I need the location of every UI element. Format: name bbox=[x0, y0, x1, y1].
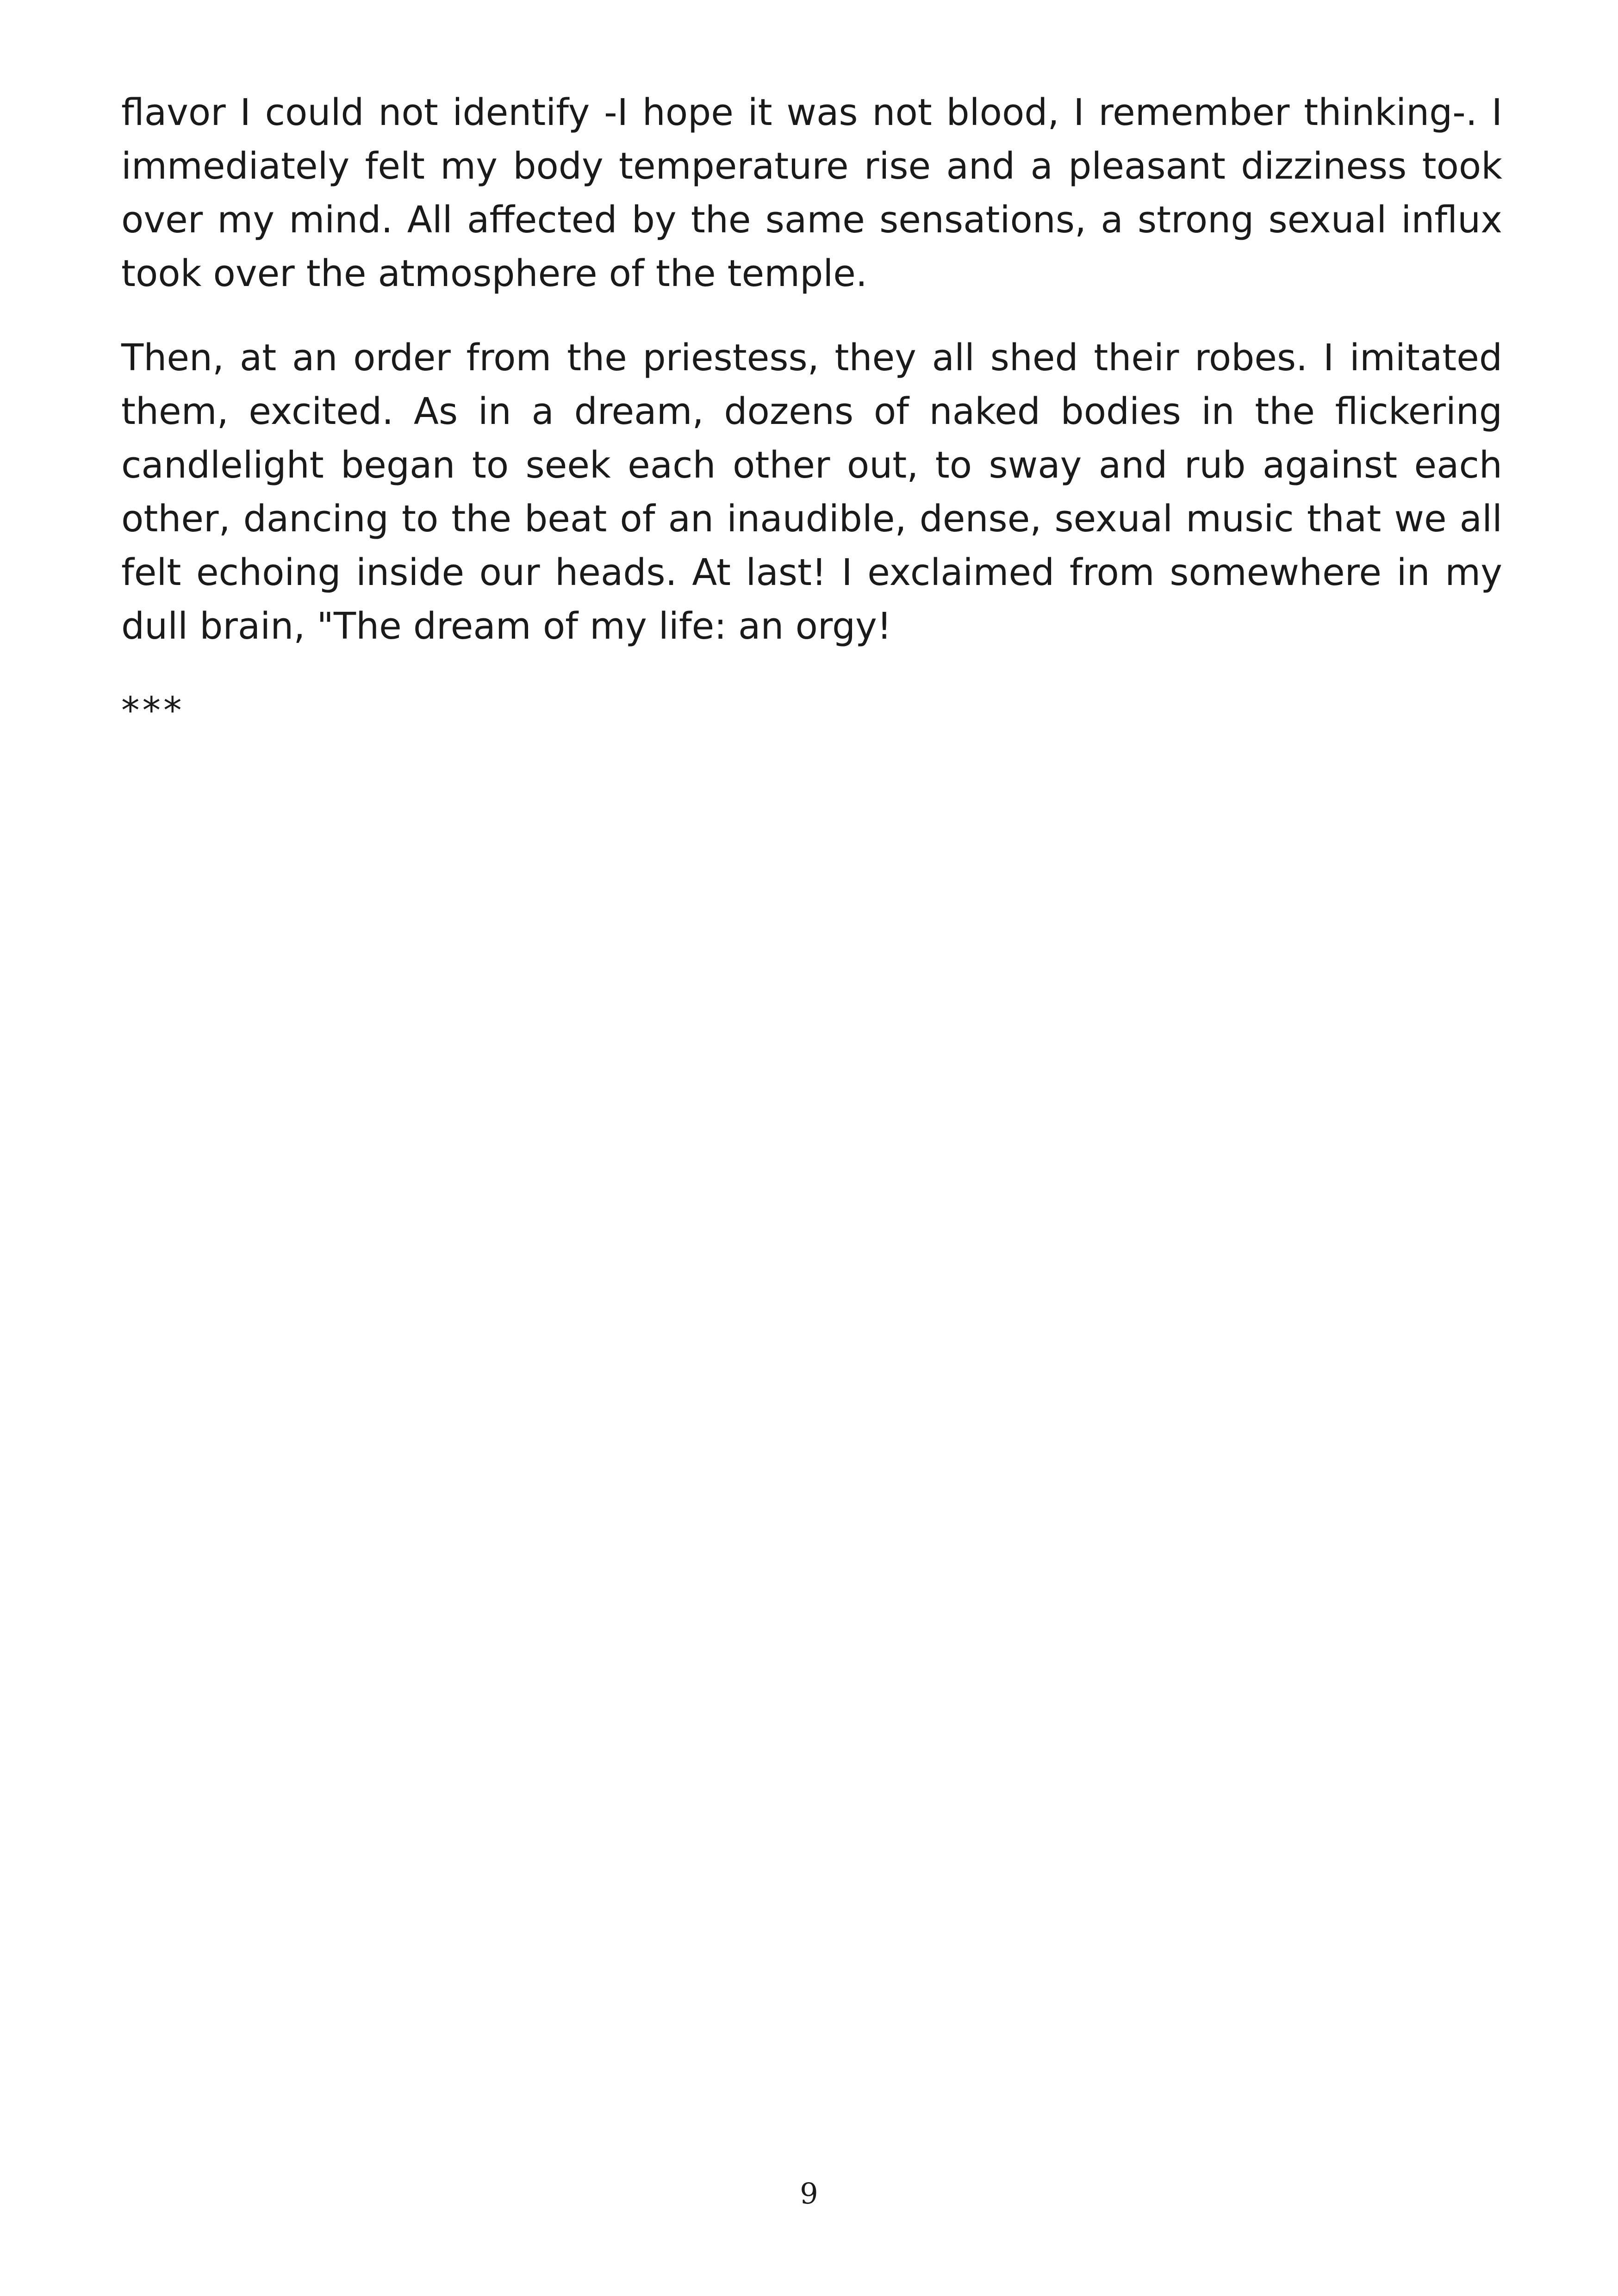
paragraph-2: Then, at an order from the priestess, they all shed their robes. I imitated them, excited. As in a dream, dozens of naked bodies in the flickering candlelight began to seek each other out, to sway and rub against each other, dancing to the beat of an inaudible, dense, sexual music that we all felt echoing inside our heads. At last! I exclaimed from somewhere in my dull brain, "The dream of my life: an orgy! bbox=[121, 336, 1502, 647]
section-separator: *** bbox=[121, 689, 185, 732]
body-text bbox=[121, 86, 1502, 737]
page-number: 9 bbox=[800, 2177, 818, 2210]
paragraph-1: flavor I could not identify -I hope it was not blood, I remember thinking-. I immediately felt my body temperature rise and a pleasant dizziness took over my mind. All affected by the same sensations, a strong sexual influx took over the atmosphere of the temple. bbox=[121, 91, 1502, 295]
